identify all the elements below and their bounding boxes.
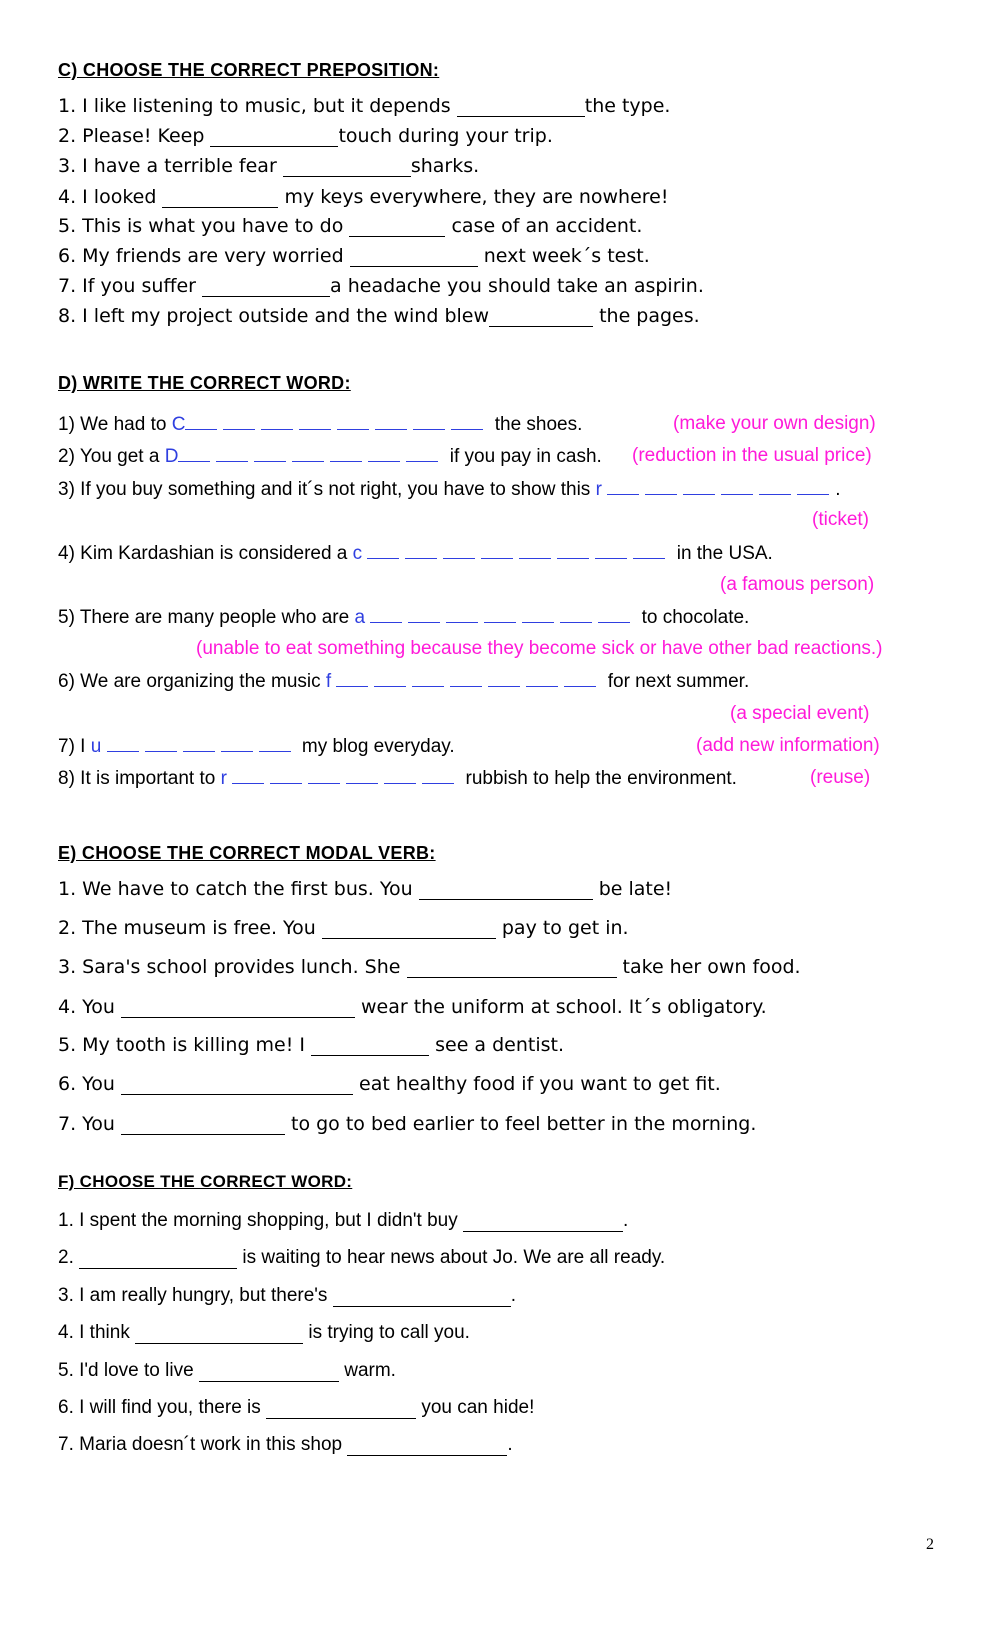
e-item-7: 7. You to go to bed earlier to feel better in the morning. bbox=[58, 1113, 757, 1135]
d-hint-1: (make your own design) bbox=[673, 413, 876, 434]
c-item-1: 1. I like listening to music, but it depends the type. bbox=[58, 95, 671, 117]
d-hint-2: (reduction in the usual price) bbox=[632, 445, 872, 466]
e-item-1: 1. We have to catch the first bus. You be late! bbox=[58, 878, 673, 900]
c-item-6: 6. My friends are very worried next week´s test. bbox=[58, 245, 650, 267]
e-answer-2[interactable] bbox=[322, 918, 496, 939]
section-d-title: D) WRITE THE CORRECT WORD: bbox=[58, 373, 351, 393]
c-item-8: 8. I left my project outside and the wind blew the pages. bbox=[58, 305, 700, 327]
d-item-8: 8) It is important to r rubbish to help the environment. bbox=[58, 768, 737, 789]
c-item-7: 7. If you suffer a headache you should take an aspirin. bbox=[58, 275, 704, 297]
d-item-7: 7) I u my blog everyday. bbox=[58, 736, 455, 757]
e-item-5: 5. My tooth is killing me! I see a dentist. bbox=[58, 1034, 565, 1056]
c-item-3: 3. I have a terrible fear sharks. bbox=[58, 155, 480, 177]
d-hint-8: (reuse) bbox=[810, 767, 871, 788]
d-hint-6: (a special event) bbox=[730, 703, 870, 724]
c-answer-1[interactable] bbox=[457, 96, 585, 117]
e-item-4: 4. You wear the uniform at school. It´s obligatory. bbox=[58, 996, 767, 1018]
f-answer-3[interactable] bbox=[333, 1286, 511, 1307]
f-item-6: 6. I will find you, there is you can hide! bbox=[58, 1397, 535, 1418]
d-hint-7: (add new information) bbox=[696, 735, 880, 756]
section-e-title: E) CHOOSE THE CORRECT MODAL VERB: bbox=[58, 843, 436, 863]
section-f-title: F) CHOOSE THE CORRECT WORD: bbox=[58, 1172, 353, 1191]
f-item-7: 7. Maria doesn´t work in this shop . bbox=[58, 1434, 513, 1455]
c-answer-5[interactable] bbox=[349, 216, 445, 237]
d-hint-3: (ticket) bbox=[812, 509, 869, 530]
c-answer-7[interactable] bbox=[202, 276, 330, 297]
d-hint-5: (unable to eat something because they become sick or have other bad reactions.) bbox=[196, 638, 883, 659]
d-item-3: 3) If you buy something and it´s not right, you have to show this r . bbox=[58, 479, 841, 500]
e-answer-7[interactable] bbox=[121, 1114, 285, 1135]
d-item-4: 4) Kim Kardashian is considered a c in the USA. bbox=[58, 543, 773, 564]
f-item-3: 3. I am really hungry, but there's . bbox=[58, 1285, 516, 1306]
e-answer-5[interactable] bbox=[311, 1035, 429, 1056]
f-answer-2[interactable] bbox=[79, 1248, 237, 1269]
f-item-2: 2. is waiting to hear news about Jo. We are all ready. bbox=[58, 1247, 666, 1268]
d-item-1: 1) We had to C the shoes. bbox=[58, 414, 583, 435]
f-item-4: 4. I think is trying to call you. bbox=[58, 1322, 470, 1343]
f-item-1: 1. I spent the morning shopping, but I didn't buy . bbox=[58, 1210, 629, 1231]
f-answer-7[interactable] bbox=[347, 1435, 507, 1456]
c-item-5: 5. This is what you have to do case of an accident. bbox=[58, 215, 643, 237]
f-item-5: 5. I'd love to live warm. bbox=[58, 1360, 396, 1381]
e-answer-6[interactable] bbox=[121, 1074, 353, 1095]
e-answer-4[interactable] bbox=[121, 997, 355, 1018]
c-item-4: 4. I looked my keys everywhere, they are nowhere! bbox=[58, 186, 669, 208]
c-answer-4[interactable] bbox=[162, 187, 278, 208]
c-answer-2[interactable] bbox=[210, 126, 338, 147]
c-answer-6[interactable] bbox=[350, 246, 478, 267]
e-answer-3[interactable] bbox=[407, 957, 617, 978]
page-number: 2 bbox=[926, 1536, 934, 1553]
e-answer-1[interactable] bbox=[419, 879, 593, 900]
e-item-6: 6. You eat healthy food if you want to get fit. bbox=[58, 1073, 721, 1095]
c-item-2: 2. Please! Keep touch during your trip. bbox=[58, 125, 553, 147]
e-item-2: 2. The museum is free. You pay to get in. bbox=[58, 917, 629, 939]
f-answer-1[interactable] bbox=[463, 1211, 623, 1232]
e-item-3: 3. Sara's school provides lunch. She take her own food. bbox=[58, 956, 801, 978]
f-answer-4[interactable] bbox=[135, 1323, 303, 1344]
f-answer-5[interactable] bbox=[199, 1361, 339, 1382]
c-answer-3[interactable] bbox=[283, 156, 411, 177]
d-hint-4: (a famous person) bbox=[720, 574, 875, 595]
d-item-5: 5) There are many people who are a to chocolate. bbox=[58, 607, 750, 628]
d-item-2: 2) You get a D if you pay in cash. bbox=[58, 446, 602, 467]
d-item-6: 6) We are organizing the music f for next summer. bbox=[58, 671, 750, 692]
c-answer-8[interactable] bbox=[489, 306, 593, 327]
f-answer-6[interactable] bbox=[266, 1398, 416, 1419]
section-c-title: C) CHOOSE THE CORRECT PREPOSITION: bbox=[58, 60, 440, 80]
